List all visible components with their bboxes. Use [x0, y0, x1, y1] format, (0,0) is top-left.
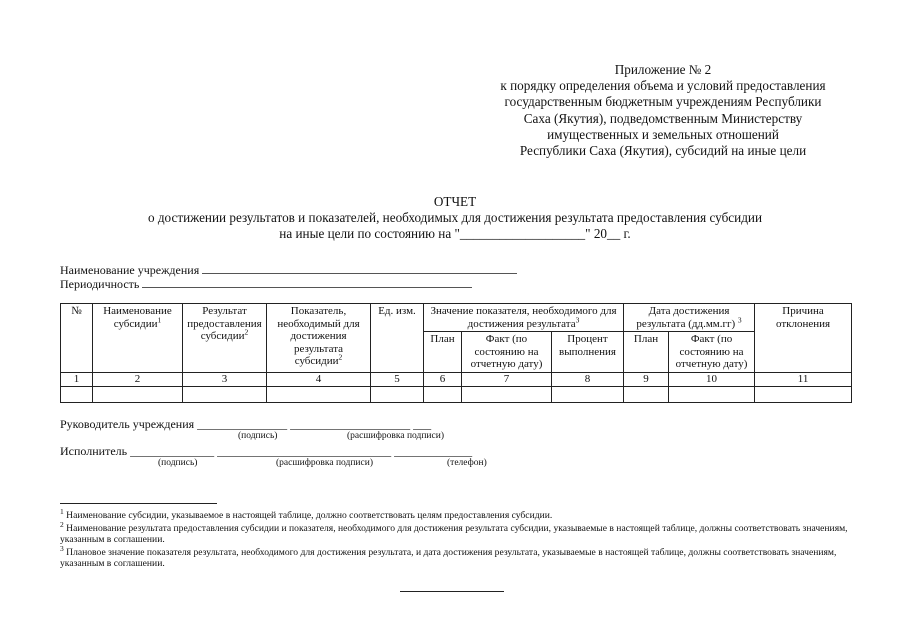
column-number: 5	[371, 372, 424, 386]
column-number: 2	[93, 372, 183, 386]
table-cell[interactable]	[462, 386, 552, 402]
column-number: 1	[61, 372, 93, 386]
column-numbers-row	[61, 372, 852, 386]
report-title-block	[60, 194, 850, 242]
footnote-ref: 3	[737, 314, 742, 324]
footnote-ref: 2	[338, 352, 343, 362]
table-row	[61, 386, 852, 402]
col-value-plan-header: План	[424, 332, 462, 373]
appendix-line: к порядку определения объема и условий предоставления	[500, 78, 826, 94]
col-date-plan-header: План	[624, 332, 669, 373]
report-subtitle: о достижении результатов и показателей, необходимых для достижения результата предоставления субсидии	[147, 210, 763, 225]
footnote-3: $^3$ Плановое значение показателя результата, необходимого для достижения результата, и дата достижения результата, указываемые в настоящей таблице, должны соответствовать значениям, указанным в соглашении.	[60, 543, 837, 570]
table-cell[interactable]	[93, 386, 183, 402]
table-cell[interactable]	[552, 386, 624, 402]
table-cell[interactable]	[371, 386, 424, 402]
footnotes	[60, 506, 852, 571]
footnote-ref: 1	[157, 314, 162, 324]
footnote-ref: 2	[244, 327, 249, 337]
report-title: ОТЧЕТ	[433, 194, 477, 209]
table-cell[interactable]	[61, 386, 93, 402]
periodicity-label: Периодичность	[60, 277, 140, 291]
executor-signature-caption: (подпись)	[158, 458, 198, 468]
executor-signature-blank[interactable]: ______________ _____________________________ _____________	[130, 444, 473, 458]
institution-row	[60, 263, 517, 277]
column-number: 10	[669, 372, 755, 386]
end-separator	[400, 591, 504, 592]
table-cell[interactable]	[267, 386, 371, 402]
col-result-header: Результат предоставления субсидии$^2$	[183, 304, 267, 373]
header-row	[61, 304, 852, 332]
col-unit-header: Ед. изм.	[371, 304, 424, 373]
appendix-line: Приложение № 2	[614, 62, 712, 77]
appendix-line: Республики Саха (Якутия), субсидий на иные цели	[519, 143, 807, 159]
col-date-header: Дата достижения результата (дд.мм.гг) $^3$	[624, 304, 755, 332]
executor-label: Исполнитель	[60, 444, 128, 458]
report-table	[60, 303, 852, 403]
head-label: Руководитель учреждения	[60, 417, 195, 431]
col-subsidy-name-header: Наименование субсидии$^1$	[93, 304, 183, 373]
appendix-line: Саха (Якутия), подведомственным Министерству	[523, 110, 803, 126]
appendix-line: имущественных и земельных отношений	[547, 126, 779, 142]
col-value-fact-header: Факт (по состоянию на отчетную дату)	[462, 332, 552, 373]
col-date-fact-header: Факт (по состоянию на отчетную дату)	[669, 332, 755, 373]
column-number: 8	[552, 372, 624, 386]
column-number: 6	[424, 372, 462, 386]
column-number: 9	[624, 372, 669, 386]
table-cell[interactable]	[424, 386, 462, 402]
head-decoding-caption: (расшифровка подписи)	[347, 431, 444, 441]
executor-signature-row	[60, 444, 472, 458]
head-signature-row	[60, 417, 431, 431]
appendix-header	[468, 62, 858, 159]
table-cell[interactable]	[624, 386, 669, 402]
column-number: 3	[183, 372, 267, 386]
appendix-line: государственным бюджетным учреждениям Республики	[504, 94, 822, 110]
col-value-percent-header: Процент выполнения	[552, 332, 624, 373]
col-reason-header: Причина отклонения	[755, 304, 852, 373]
report-date-line: на иные цели по состоянию на "___________________" 20__ г.	[279, 226, 631, 241]
institution-label: Наименование учреждения	[60, 263, 200, 277]
column-number: 11	[755, 372, 852, 386]
head-signature-caption: (подпись)	[238, 431, 278, 441]
table-cell[interactable]	[183, 386, 267, 402]
executor-phone-caption: (телефон)	[447, 458, 487, 468]
column-number: 4	[267, 372, 371, 386]
head-signature-blank[interactable]: _______________ ____________________ ___	[197, 417, 432, 431]
footnote-separator	[60, 503, 217, 504]
footnote-2: $^2$ Наименование результата предоставления субсидии и показателя, необходимого для достижения результата субсидии, указываемые в настоящей таблице, должны соответствовать значениям, указанным в соглашении.	[60, 519, 848, 546]
periodicity-row	[60, 277, 472, 291]
col-number-header: №	[61, 304, 93, 373]
col-value-header: Значение показателя, необходимого для достижения результата$^3$	[424, 304, 624, 332]
column-number: 7	[462, 372, 552, 386]
executor-decoding-caption: (расшифровка подписи)	[276, 458, 373, 468]
footnote-ref: 3	[575, 314, 580, 324]
table-cell[interactable]	[755, 386, 852, 402]
institution-input-line[interactable]	[202, 273, 517, 274]
footnote-1: $^1$ Наименование субсидии, указываемое в настоящей таблице, должно соответствовать целям предоставления субсидии.	[60, 506, 553, 521]
col-indicator-header: Показатель, необходимый для достижения результата субсидии$^2$	[267, 304, 371, 373]
periodicity-input-line[interactable]	[142, 287, 472, 288]
table-cell[interactable]	[669, 386, 755, 402]
